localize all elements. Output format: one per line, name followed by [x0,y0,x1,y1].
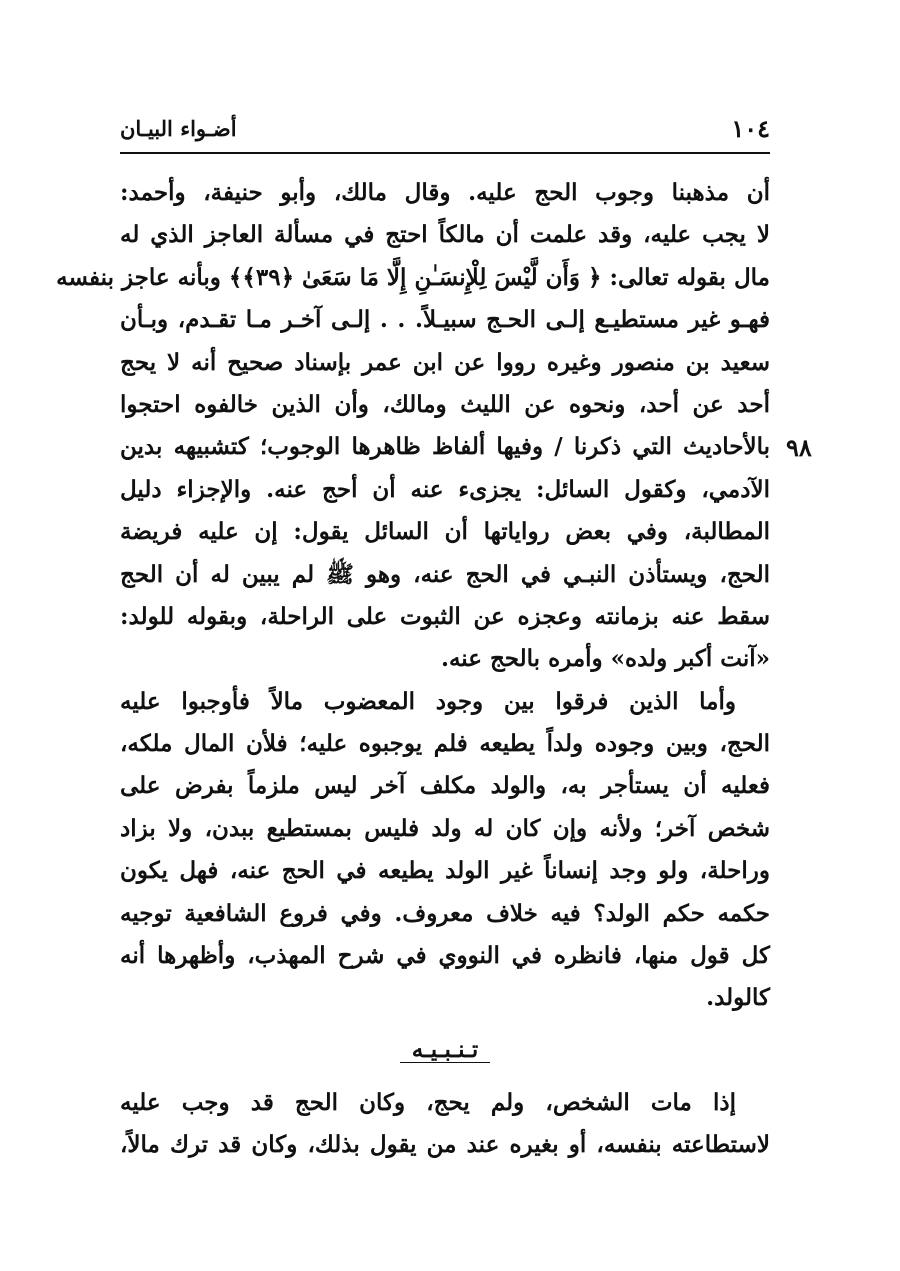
text-line: الحج، ويستأذن النبـي في الحج عنه، وهو ﷺ لم يبين له أن الحج [120,560,770,588]
heading-underline [400,1062,490,1063]
text-line: مال بقوله تعالى: ﴿ وَأَن لَّيْسَ لِلْإِنسَـٰنِ إِلَّا مَا سَعَىٰ ﴿٣٩﴾﴾ وبأنه عاجز بنفسه [56,263,770,291]
text-line: لا يجب عليه، وقد علمت أن مالكاً احتج في مسألة العاجز الذي له [120,221,770,249]
text-line: الحج، وبين وجوده ولداً يطيعه فلم يوجبوه عليه؛ فلأن المال ملكه، [120,730,770,758]
text-line: بالأحاديث التي ذكرنا / وفيها ألفاظ ظاهرها الوجوب؛ كتشبيهه بدين [120,433,770,461]
text-line: المطالبة، وفي بعض رواياتها أن السائل يقول: إن عليه فريضة [120,518,770,546]
book-title: أضـواء البيـان [120,116,237,141]
text-line: كالولد. [706,984,770,1012]
text-line: حكمه حكم الولد؟ فيه خلاف معروف. وفي فروع الشافعية توجيه [120,899,770,927]
main-text [56,172,770,1020]
text-line: لاستطاعته بنفسه، أو بغيره عند من يقول بذلك، وكان قد ترك مالاً، [120,1131,770,1159]
text-line: وراحلة، ولو وجد إنساناً غير الولد يطيعه في الحج عنه، فهل يكون [120,857,770,885]
text-line: فهـو غير مستطيـع إلـى الحـج سبيـلاً. . . إلـى آخـر مـا تقـدم، وبـأن [120,306,770,334]
page-header [120,112,770,146]
text-line: إذا مات الشخص، ولم يحج، وكان الحج قد وجب عليه [120,1089,736,1116]
text-line: فعليه أن يستأجر به، والولد مكلف آخر ليس ملزماً بفرض على [120,772,770,800]
text-line: الآدمي، وكقول السائل: يجزىء عنه أن أحج عنه. والإجزاء دليل [120,475,770,503]
text-line: سقط عنه بزمانته وعجزه عن الثبوت على الراحلة، وبقوله للولد: [120,602,770,630]
text-line: أحد عن أحد، ونحوه عن الليث ومالك، وأن الذين خالفوه احتجوا [120,390,770,418]
notice-text [120,1082,770,1167]
text-line: «آنت أكبر ولده» وأمره بالحج عنه. [440,645,770,673]
text-line: شخص آخر؛ ولأنه وإن كان له ولد فليس بمستطيع ببدن، ولا بزاد [120,814,770,842]
header-divider [120,152,770,154]
text-line: سعيد بن منصور وغيره رووا عن ابن عمر بإسناد صحيح أنه لا يحج [120,348,770,376]
text-line: وأما الذين فرقوا بين وجود المعضوب مالاً فأوجبوا عليه [120,687,736,715]
section-heading: تـنـبـيـه [411,1036,479,1063]
margin-page-marker: ٩٨ [786,433,812,462]
text-line: أن مذهبنا وجوب الحج عليه. وقال مالك، وأبو حنيفة، وأحمد: [120,179,770,206]
page-number: ١٠٤ [731,114,770,143]
text-line: كل قول منها، فانظره في النووي في شرح المهذب، وأظهرها أنه [120,942,770,970]
